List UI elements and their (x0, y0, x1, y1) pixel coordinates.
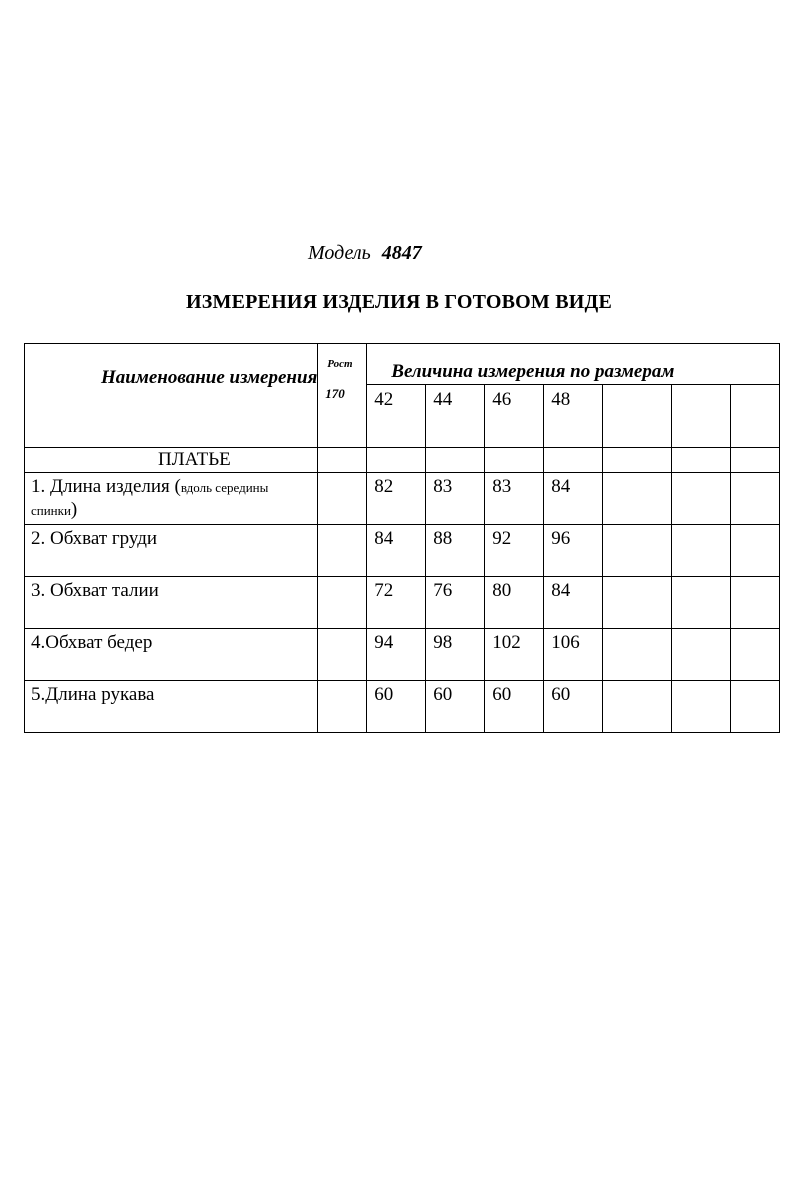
empty-cell (731, 473, 780, 525)
empty-cell (603, 577, 672, 629)
model-number: 4847 (381, 242, 422, 264)
header-row-top (25, 344, 780, 385)
table-row (25, 681, 780, 733)
size-cell: 46 (485, 385, 544, 448)
value-cell: 102 (485, 629, 544, 681)
height-label: Рост (327, 358, 353, 370)
empty-cell (672, 473, 731, 525)
empty-cell (672, 681, 731, 733)
empty-cell (426, 448, 485, 473)
size-cell: 44 (426, 385, 485, 448)
header-height (318, 344, 367, 448)
row-label: 4.Обхват бедер (25, 629, 318, 681)
row-label: 2. Обхват груди (25, 525, 318, 577)
value-cell: 98 (426, 629, 485, 681)
value-cell: 88 (426, 525, 485, 577)
empty-cell (603, 448, 672, 473)
section-row (25, 448, 780, 473)
value-cell: 106 (544, 629, 603, 681)
empty-cell (731, 525, 780, 577)
model-heading (308, 242, 422, 265)
empty-cell (731, 385, 780, 448)
empty-cell (485, 448, 544, 473)
empty-cell (603, 525, 672, 577)
empty-cell (731, 681, 780, 733)
empty-cell (603, 681, 672, 733)
empty-cell (731, 577, 780, 629)
value-cell: 96 (544, 525, 603, 577)
empty-cell (672, 385, 731, 448)
height-value: 170 (325, 386, 345, 401)
table-row (25, 577, 780, 629)
size-cell: 42 (367, 385, 426, 448)
section-label: ПЛАТЬЕ (25, 448, 318, 473)
value-cell: 60 (485, 681, 544, 733)
row-label: 5.Длина рукава (25, 681, 318, 733)
page-title: ИЗМЕРЕНИЯ ИЗДЕЛИЯ В ГОТОВОМ ВИДЕ (186, 291, 612, 313)
empty-cell (318, 629, 367, 681)
empty-cell (603, 385, 672, 448)
empty-cell (318, 577, 367, 629)
value-cell: 84 (544, 473, 603, 525)
empty-cell (731, 448, 780, 473)
value-cell: 60 (367, 681, 426, 733)
empty-cell (731, 629, 780, 681)
model-label: Модель (308, 242, 371, 264)
empty-cell (318, 473, 367, 525)
value-cell: 72 (367, 577, 426, 629)
header-values-col: Величина измерения по размерам (367, 344, 780, 385)
empty-cell (318, 681, 367, 733)
table-row (25, 473, 780, 525)
value-cell: 94 (367, 629, 426, 681)
empty-cell (603, 629, 672, 681)
header-name-col: Наименование измерения (25, 344, 318, 448)
value-cell: 83 (485, 473, 544, 525)
empty-cell (603, 473, 672, 525)
value-cell: 84 (367, 525, 426, 577)
empty-cell (672, 448, 731, 473)
value-cell: 60 (426, 681, 485, 733)
value-cell: 80 (485, 577, 544, 629)
empty-cell (672, 629, 731, 681)
empty-cell (672, 525, 731, 577)
measurements-table (24, 343, 780, 733)
row-label: 1. Длина изделия (вдоль середины спинки) (25, 473, 318, 525)
value-cell: 92 (485, 525, 544, 577)
value-cell: 84 (544, 577, 603, 629)
empty-cell (318, 448, 367, 473)
empty-cell (672, 577, 731, 629)
value-cell: 60 (544, 681, 603, 733)
value-cell: 76 (426, 577, 485, 629)
value-cell: 83 (426, 473, 485, 525)
value-cell: 82 (367, 473, 426, 525)
empty-cell (544, 448, 603, 473)
size-cell: 48 (544, 385, 603, 448)
empty-cell (367, 448, 426, 473)
row-label: 3. Обхват талии (25, 577, 318, 629)
table-row (25, 629, 780, 681)
empty-cell (318, 525, 367, 577)
table-row (25, 525, 780, 577)
